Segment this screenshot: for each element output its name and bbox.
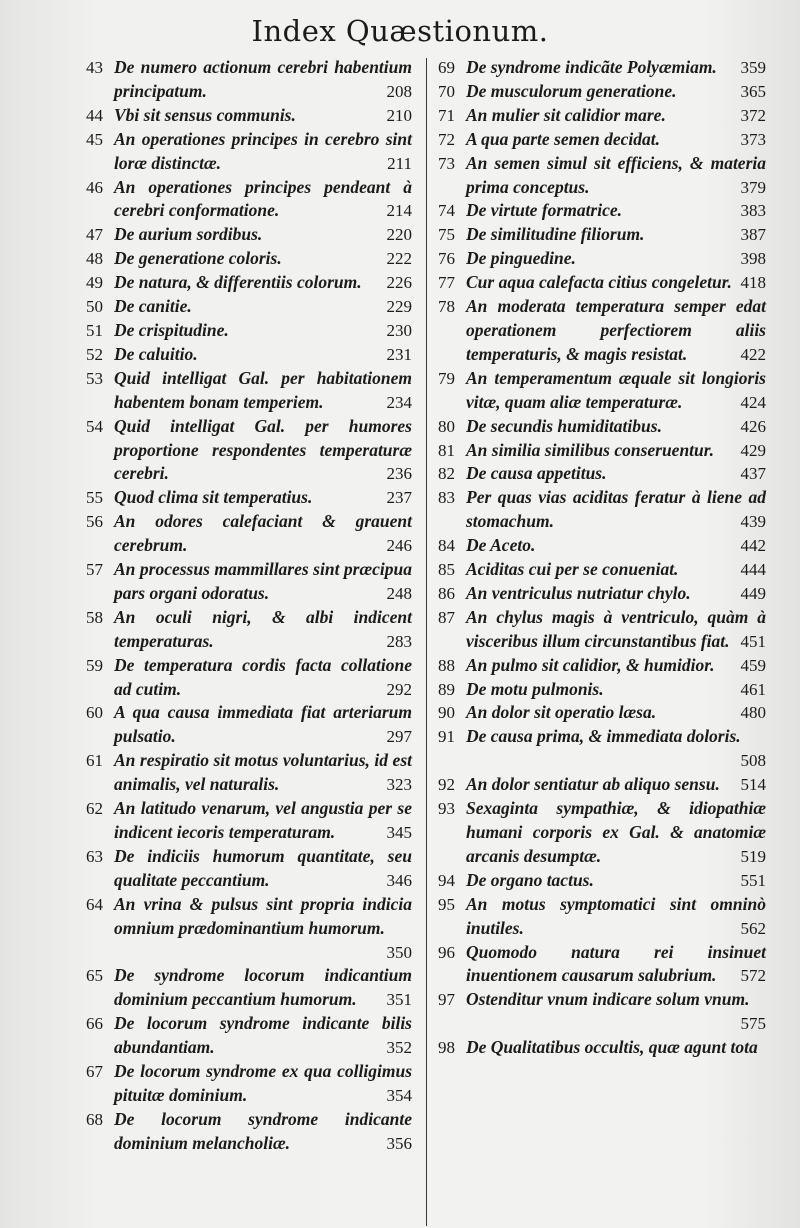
- entry-title-text: Vbi sit sensus communis.: [114, 104, 296, 125]
- page-reference: 248: [386, 583, 412, 603]
- entry-number: 60: [86, 703, 103, 723]
- entry-number: 90: [438, 703, 455, 723]
- entry-number: 66: [86, 1014, 103, 1034]
- entry-title-text: De indiciis humorum quantitate, seu qualitate peccantium.: [114, 845, 412, 890]
- entry-number: 68: [86, 1109, 103, 1129]
- entry-title: [466, 701, 766, 725]
- entry-title-text: De natura, & differentiis colorum.: [114, 272, 362, 293]
- entry-title: [466, 199, 766, 223]
- entry-title: [466, 797, 766, 869]
- page-reference: 442: [740, 536, 766, 556]
- entry-number: 91: [438, 727, 455, 747]
- entry-title: [466, 725, 766, 773]
- page-reference: 451: [740, 631, 766, 651]
- index-entry: [86, 367, 412, 415]
- index-entry: [438, 773, 766, 797]
- entry-number: 94: [438, 870, 455, 890]
- index-entry: [438, 271, 766, 295]
- page-reference: 230: [386, 320, 412, 340]
- entry-number: 78: [438, 297, 455, 317]
- entry-title-text: De crispitudine.: [114, 319, 229, 340]
- entry-title: [466, 558, 766, 582]
- page-title: Index Quæstionum.: [251, 14, 549, 48]
- page-reference: 519: [740, 846, 766, 866]
- entry-number: 46: [86, 177, 103, 197]
- page-reference: 422: [740, 344, 766, 364]
- entry-title: [114, 1060, 412, 1108]
- entry-number: 61: [86, 751, 103, 771]
- entry-title-text: De syndrome indicãte Polyæmiam.: [466, 57, 717, 77]
- index-entry: [86, 486, 412, 510]
- entry-title-text: Quod clima sit temperatius.: [114, 487, 313, 508]
- entry-number: 73: [438, 153, 455, 173]
- page-reference: 350: [386, 942, 412, 962]
- entry-title-text: De temperatura cordis facta collatione ad cutim.: [114, 654, 412, 699]
- index-entry: [86, 964, 412, 1012]
- entry-number: 72: [438, 129, 455, 149]
- page-reference: 222: [386, 249, 412, 269]
- page-reference: 229: [386, 297, 412, 317]
- index-entry: [86, 654, 412, 702]
- index-entry: [438, 295, 766, 367]
- page-reference: 562: [740, 918, 766, 938]
- page-reference: 418: [740, 273, 766, 293]
- entry-title-text: An ventriculus nutriatur chylo.: [466, 582, 691, 603]
- entry-title-text: A qua parte semen decidat.: [466, 128, 660, 149]
- entry-number: 51: [86, 320, 103, 340]
- entry-number: 71: [438, 105, 455, 125]
- entry-title: [114, 845, 412, 893]
- index-entry: [86, 104, 412, 128]
- entry-title: [466, 486, 766, 534]
- entry-title: [466, 534, 766, 558]
- index-entry: [438, 941, 766, 989]
- entry-number: 50: [86, 297, 103, 317]
- entry-title-text: De syndrome locorum indicantium dominium peccantium humorum.: [114, 965, 412, 1010]
- entry-title-text: De locorum syndrome indicante dominium melancholiæ.: [114, 1108, 412, 1153]
- page-reference: 283: [386, 631, 412, 651]
- index-entry: [86, 701, 412, 749]
- entry-title-text: De Qualitatibus occultis, quæ agunt tota: [466, 1037, 758, 1058]
- entry-number: 77: [438, 273, 455, 293]
- entry-title: [466, 367, 766, 415]
- page-reference: 211: [387, 153, 412, 173]
- index-entry: [438, 128, 766, 152]
- index-entry: [438, 869, 766, 893]
- entry-title-text: An processus mammillares sint præcipua pars organi odoratus.: [114, 559, 412, 603]
- index-entry: [438, 606, 766, 654]
- index-entry: [86, 893, 412, 965]
- index-entry: [438, 558, 766, 582]
- index-entry: [86, 247, 412, 271]
- index-entry: [438, 534, 766, 558]
- entry-number: 85: [438, 560, 455, 580]
- index-entry: [438, 80, 766, 104]
- index-entry: [438, 654, 766, 678]
- entry-title-text: Sexaginta sympathiæ, & idiopathiæ humani corporis ex Gal. & anatomiæ arcanis desumptæ.: [466, 798, 766, 866]
- entry-number: 67: [86, 1062, 103, 1082]
- entry-title-text: De pinguedine.: [466, 248, 576, 269]
- entry-title: [466, 462, 766, 486]
- entry-title: [114, 1012, 412, 1060]
- entry-title: [114, 176, 412, 224]
- entry-title-text: De musculorum generatione.: [466, 80, 677, 101]
- index-entry: [438, 104, 766, 128]
- page-reference: 345: [386, 823, 412, 842]
- page-reference: 372: [740, 105, 766, 125]
- entry-title-text: Quid intelligat Gal. per humores proportione respondentes temperaturæ cerebri.: [114, 415, 412, 484]
- page-reference: 437: [740, 464, 766, 484]
- entry-title-text: An chylus magis à ventriculo, quàm à visceribus illum circunstantibus fiat.: [466, 606, 766, 651]
- entry-title-text: Quid intelligat Gal. per habitationem habentem bonam temperiem.: [114, 367, 412, 412]
- entry-title: [114, 271, 412, 295]
- entry-title-text: Quomodo natura rei insinuet inuentionem causarum salubrium.: [466, 941, 766, 986]
- entry-title: [114, 295, 412, 319]
- entry-number: 86: [438, 583, 455, 603]
- index-entry: [86, 1108, 412, 1156]
- entry-title-text: De organo tactus.: [466, 869, 594, 890]
- entry-number: 49: [86, 273, 103, 293]
- page-reference: 226: [386, 273, 412, 293]
- entry-title: [114, 247, 412, 271]
- entry-title: [466, 80, 766, 104]
- entry-title-text: De canitie.: [114, 296, 192, 317]
- entry-number: 74: [438, 201, 455, 221]
- entry-title-text: An latitudo venarum, vel angustia per se indicent iecoris temperaturam.: [114, 798, 412, 842]
- entry-title-text: An dolor sit operatio læsa.: [466, 702, 657, 723]
- index-entry: [86, 606, 412, 654]
- entry-title-text: De causa prima, & immediata doloris.: [466, 726, 741, 747]
- entry-title-text: Per quas vias aciditas feratur à liene ad stomachum.: [466, 487, 766, 532]
- entry-title: [466, 104, 766, 128]
- entry-title: [466, 439, 766, 463]
- entry-title-text: De locorum syndrome ex qua colligimus pituitæ dominium.: [114, 1061, 412, 1105]
- entry-title: [114, 415, 412, 487]
- index-entry: [86, 1012, 412, 1060]
- entry-title-text: De aurium sordibus.: [114, 224, 263, 245]
- index-entry: [438, 247, 766, 271]
- index-entry: [86, 510, 412, 558]
- page-reference: 424: [740, 392, 766, 412]
- entry-title: [114, 104, 412, 128]
- page-reference: 236: [386, 464, 412, 484]
- index-entry: [438, 797, 766, 869]
- entry-number: 43: [86, 58, 103, 77]
- index-entry: [438, 486, 766, 534]
- page-reference: 575: [740, 1014, 766, 1034]
- entry-number: 75: [438, 225, 455, 245]
- entry-title: [466, 247, 766, 271]
- entry-title-text: An oculi nigri, & albi indicent temperaturas.: [114, 606, 412, 651]
- page-reference: 359: [740, 58, 766, 77]
- entry-number: 56: [86, 512, 103, 532]
- entry-title: [466, 1036, 766, 1060]
- entry-number: 93: [438, 799, 455, 819]
- page-reference: 439: [740, 512, 766, 532]
- index-entry: [438, 582, 766, 606]
- index-entry: [438, 223, 766, 247]
- entry-title-text: An respiratio sit motus voluntarius, id est animalis, vel naturalis.: [114, 750, 412, 795]
- index-entry: [438, 56, 766, 80]
- entry-title: [466, 773, 766, 797]
- index-entry: [86, 319, 412, 343]
- entry-number: 84: [438, 536, 455, 556]
- index-entry: [86, 56, 412, 104]
- entry-number: 89: [438, 679, 455, 699]
- entry-title: [114, 223, 412, 247]
- entry-title: [114, 654, 412, 702]
- page-reference: 346: [386, 870, 412, 890]
- entry-number: 65: [86, 966, 103, 986]
- entry-title: [114, 797, 412, 845]
- entry-title: [466, 415, 766, 439]
- index-entry: [438, 462, 766, 486]
- entry-title-text: De virtute formatrice.: [466, 200, 623, 221]
- page-reference: 449: [740, 583, 766, 603]
- page-reference: 365: [740, 81, 766, 101]
- index-entry: [86, 415, 412, 487]
- entry-title-text: De similitudine filiorum.: [466, 224, 645, 245]
- index-entry: [86, 558, 412, 606]
- page-reference: 373: [740, 129, 766, 149]
- index-entry: [438, 678, 766, 702]
- index-entry: [86, 845, 412, 893]
- entry-number: 45: [86, 129, 103, 149]
- entry-title: [114, 343, 412, 367]
- entry-number: 76: [438, 249, 455, 269]
- entry-title-text: An operationes principes in cerebro sint loræ distinctæ.: [114, 128, 412, 173]
- index-entry: [86, 343, 412, 367]
- page-reference: 459: [740, 655, 766, 675]
- page-reference: 379: [740, 177, 766, 197]
- index-entry: [438, 893, 766, 941]
- entry-number: 64: [86, 894, 103, 914]
- page-reference: 234: [386, 392, 412, 412]
- entry-number: 70: [438, 81, 455, 101]
- index-entry: [438, 988, 766, 1036]
- entry-title-text: An dolor sentiatur ab aliquo sensu.: [466, 774, 720, 795]
- entry-title: [114, 510, 412, 558]
- entry-number: 87: [438, 607, 455, 627]
- entry-title: [466, 869, 766, 893]
- entry-title: [466, 128, 766, 152]
- entry-title: [466, 893, 766, 941]
- index-entry: [86, 749, 412, 797]
- entry-title: [114, 128, 412, 176]
- entry-title: [114, 486, 412, 510]
- entry-title-text: De generatione coloris.: [114, 248, 282, 269]
- entry-title: [114, 558, 412, 606]
- entry-title: [114, 701, 412, 749]
- entry-title: [466, 271, 766, 295]
- page-reference: 426: [740, 416, 766, 436]
- index-entry: [438, 199, 766, 223]
- entry-title: [466, 152, 766, 200]
- page-reference: 514: [740, 775, 766, 795]
- page-reference: 444: [740, 560, 766, 580]
- entry-title-text: Ostenditur vnum indicare solum vnum.: [466, 989, 750, 1010]
- page-reference: 508: [740, 751, 766, 771]
- entry-number: 69: [438, 58, 455, 77]
- entry-number: 52: [86, 344, 103, 364]
- page-reference: 398: [740, 249, 766, 269]
- index-entry: [438, 439, 766, 463]
- entry-title: [114, 367, 412, 415]
- entry-number: 59: [86, 655, 103, 675]
- page-reference: 551: [740, 870, 766, 890]
- entry-title: [466, 223, 766, 247]
- page-reference: 354: [386, 1085, 412, 1105]
- index-entry: [86, 1060, 412, 1108]
- index-entry: [438, 415, 766, 439]
- entry-number: 57: [86, 560, 103, 580]
- page-reference: 231: [386, 344, 412, 364]
- entry-title: [114, 964, 412, 1012]
- entry-title-text: De Aceto.: [466, 535, 536, 556]
- entry-number: 88: [438, 655, 455, 675]
- entry-title-text: De caluitio.: [114, 343, 198, 364]
- index-entry: [86, 176, 412, 224]
- page-reference: 356: [386, 1133, 412, 1153]
- entry-title-text: An odores calefaciant & grauent cerebrum.: [114, 511, 412, 556]
- entry-number: 47: [86, 225, 103, 245]
- index-entry: [438, 701, 766, 725]
- left-column: [86, 56, 412, 1226]
- entry-title: [466, 582, 766, 606]
- page-reference: 572: [740, 966, 766, 986]
- entry-number: 55: [86, 488, 103, 508]
- index-entry: [86, 271, 412, 295]
- entry-title-text: An mulier sit calidior mare.: [466, 104, 666, 125]
- entry-number: 62: [86, 799, 103, 819]
- entry-title: [466, 988, 766, 1036]
- entry-title-text: An semen simul sit efficiens, & materia prima conceptus.: [466, 152, 766, 197]
- entry-title: [114, 319, 412, 343]
- entry-number: 63: [86, 846, 103, 866]
- entry-number: 54: [86, 416, 103, 436]
- entry-title: [466, 56, 766, 80]
- page-reference: 480: [740, 703, 766, 723]
- entry-title-text: A qua causa immediata fiat arteriarum pulsatio.: [114, 702, 412, 747]
- entry-title-text: De secundis humiditatibus.: [466, 415, 662, 436]
- page-reference: 220: [386, 225, 412, 245]
- entry-number: 96: [438, 942, 455, 962]
- index-entry: [438, 152, 766, 200]
- entry-title-text: An similia similibus conseruentur.: [466, 439, 714, 460]
- page-reference: 352: [386, 1038, 412, 1058]
- entry-title: [114, 749, 412, 797]
- index-entry: [86, 295, 412, 319]
- index-entry: [438, 725, 766, 773]
- page-reference: 351: [386, 990, 412, 1010]
- index-entry: [438, 1036, 766, 1060]
- entry-number: 81: [438, 440, 455, 460]
- page-reference: 323: [386, 775, 412, 795]
- page-reference: 429: [740, 440, 766, 460]
- entry-title-text: An pulmo sit calidior, & humidior.: [466, 654, 715, 675]
- entry-title-text: An motus symptomatici sint omninò inutiles.: [466, 893, 766, 938]
- entry-title: [466, 678, 766, 702]
- entry-title-text: De motu pulmonis.: [466, 678, 604, 699]
- index-entry: [86, 223, 412, 247]
- entry-title-text: Cur aqua calefacta citius congeletur.: [466, 272, 732, 293]
- entry-title: [466, 941, 766, 989]
- page-reference: 214: [386, 201, 412, 221]
- entry-title: [114, 56, 412, 104]
- entry-number: 95: [438, 894, 455, 914]
- entry-title-text: An vrina & pulsus sint propria indicia omnium prædominantium humorum.: [114, 893, 412, 938]
- entry-number: 82: [438, 464, 455, 484]
- entry-number: 92: [438, 775, 455, 795]
- entry-title: [114, 1108, 412, 1156]
- entry-title: [114, 893, 412, 965]
- entry-title-text: An moderata temperatura semper edat operationem perfectiorem aliis temperaturis, & magis resistat.: [466, 296, 766, 364]
- page-reference: 387: [740, 225, 766, 245]
- entry-title-text: De locorum syndrome indicante bilis abundantiam.: [114, 1013, 412, 1058]
- page-reference: 246: [386, 536, 412, 556]
- entry-title-text: Aciditas cui per se conueniat.: [466, 559, 679, 580]
- entry-number: 98: [438, 1038, 455, 1058]
- entry-number: 58: [86, 607, 103, 627]
- entry-title-text: An operationes principes pendeant à cerebri conformatione.: [114, 176, 412, 221]
- entry-title: [466, 606, 766, 654]
- entry-number: 53: [86, 368, 103, 388]
- entry-title-text: De causa appetitus.: [466, 463, 607, 484]
- column-divider: [426, 58, 427, 1226]
- entry-title: [466, 295, 766, 367]
- page-reference: 210: [386, 105, 412, 125]
- index-entry: [86, 128, 412, 176]
- entry-number: 97: [438, 990, 455, 1010]
- entry-number: 48: [86, 249, 103, 269]
- entry-number: 79: [438, 368, 455, 388]
- entry-number: 44: [86, 105, 103, 125]
- entry-number: 80: [438, 416, 455, 436]
- page-reference: 292: [386, 679, 412, 699]
- entry-title-text: De numero actionum cerebri habentium principatum.: [114, 57, 412, 101]
- page-reference: 461: [740, 679, 766, 699]
- index-entry: [438, 367, 766, 415]
- page-reference: 383: [740, 201, 766, 221]
- entry-title: [114, 606, 412, 654]
- entry-title-text: An temperamentum æquale sit longioris vitæ, quam aliæ temperaturæ.: [466, 367, 766, 412]
- page-reference: 237: [386, 488, 412, 508]
- page-reference: 297: [386, 727, 412, 747]
- page-reference: 208: [386, 81, 412, 101]
- right-column: [438, 56, 766, 1226]
- entry-title: [466, 654, 766, 678]
- entry-number: 83: [438, 488, 455, 508]
- index-entry: [86, 797, 412, 845]
